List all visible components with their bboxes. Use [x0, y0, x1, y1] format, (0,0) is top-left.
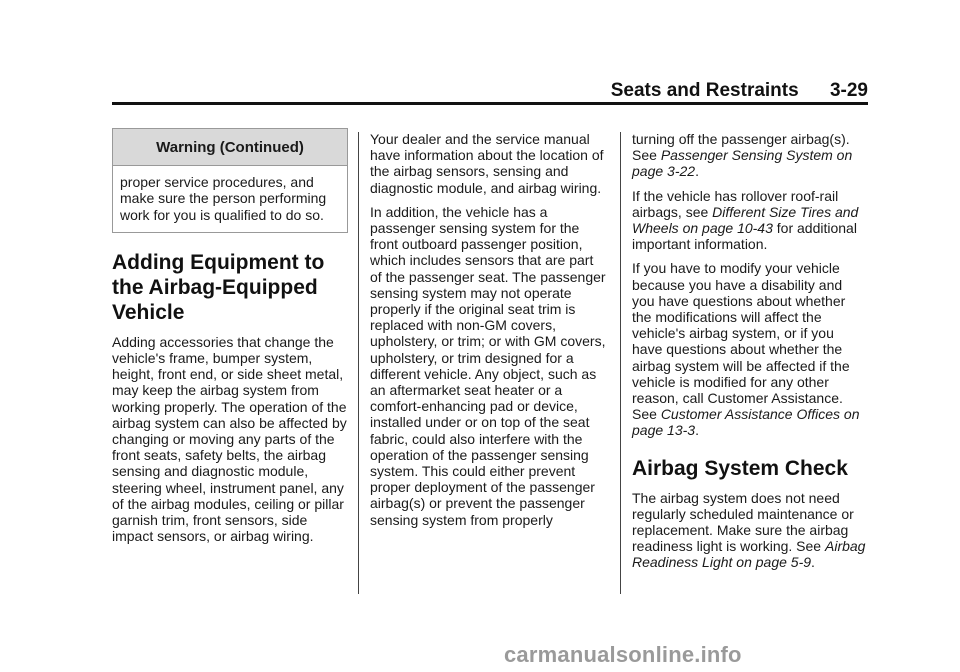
watermark: carmanualsonline.info [504, 642, 742, 667]
paragraph [632, 490, 868, 571]
cross-reference-link[interactable]: Airbag Readiness Light on page 5-9 [632, 538, 866, 571]
column-1 [112, 128, 348, 552]
paragraph [632, 131, 868, 180]
paragraph-text: The airbag system does not need regularly scheduled maintenance or replacement. Make sure the airbag readiness light is working. See [632, 489, 854, 555]
paragraph-text: for additional important information. [632, 220, 857, 253]
cross-reference-link[interactable]: Customer Assistance Offices on page 13-3 [632, 406, 860, 439]
column-2 [370, 131, 606, 536]
paragraph: In addition, the vehicle has a passenger sensing system for the front outboard passenger position, which includes sensors that are part of the passenger seat. The passenger sensing system may not operate properly if the original seat trim is replaced with non-GM covers, upholstery, or trim; or with GM covers, upholstery, or trim designed for a different vehicle. Any object, such as an aftermarket seat heater or a comfort-enhancing pad or device, installed under or on top of the seat fabric, could also interfere with the operation of the passenger sensing system. This could either prevent proper deployment of the passenger airbag(s) or prevent the passenger sensing system from properly [370, 203, 606, 528]
paragraph-text: . [695, 163, 699, 180]
paragraph-text: . [811, 554, 815, 571]
paragraph-text: . [695, 422, 699, 439]
paragraph: Adding accessories that change the vehicle's frame, bumper system, height, front end, or side sheet metal, may keep the airbag system from working properly. The operation of the airbag system can also be affected by changing or moving any parts of the front seats, safety belts, the airbag sensing and diagnostic module, steering wheel, instrument panel, any of the airbag modules, ceiling or pillar garnish trim, front sensors, side impact sensors, or airbag wiring. [112, 333, 347, 545]
paragraph-text: If you have to modify your vehicle because you have a disability and you have questions about whether the modifications will affect the vehicle's airbag system, or if you have questions about whether the airbag system will be affected if the vehicle is modified for any other reason, call Customer Assistance. See [632, 260, 850, 423]
paragraph-text: turning off the passenger airbag(s). See [632, 131, 850, 164]
warning-body: proper service procedures, and make sure the person performing work for you is qualified to do so. [120, 174, 327, 223]
paragraph-text: If the vehicle has rollover roof-rail airbags, see [632, 187, 839, 220]
column-3 [632, 131, 868, 579]
paragraph: Your dealer and the service manual have information about the location of the airbag sensors, sensing and diagnostic module, and airbag wiring. [370, 131, 604, 196]
page-number: 3-29 [829, 80, 868, 101]
column-divider-1 [358, 132, 359, 594]
column-divider-2 [620, 132, 621, 594]
section-heading-airbag-check: Airbag System Check [632, 456, 848, 480]
cross-reference-link[interactable]: Different Size Tires and Wheels on page 10-43 [632, 203, 859, 237]
section-title: Seats and Restraints [610, 80, 799, 101]
warning-title: Warning (Continued) [113, 129, 347, 166]
warning-box [112, 128, 348, 233]
header-rule [112, 102, 868, 105]
paragraph [632, 188, 868, 253]
cross-reference-link[interactable]: Passenger Sensing System on page 3-22 [632, 147, 853, 180]
paragraph [632, 260, 868, 438]
page-header [112, 80, 868, 102]
section-heading-adding-equipment: Adding Equipment to the Airbag-Equipped Vehicle [112, 250, 325, 324]
